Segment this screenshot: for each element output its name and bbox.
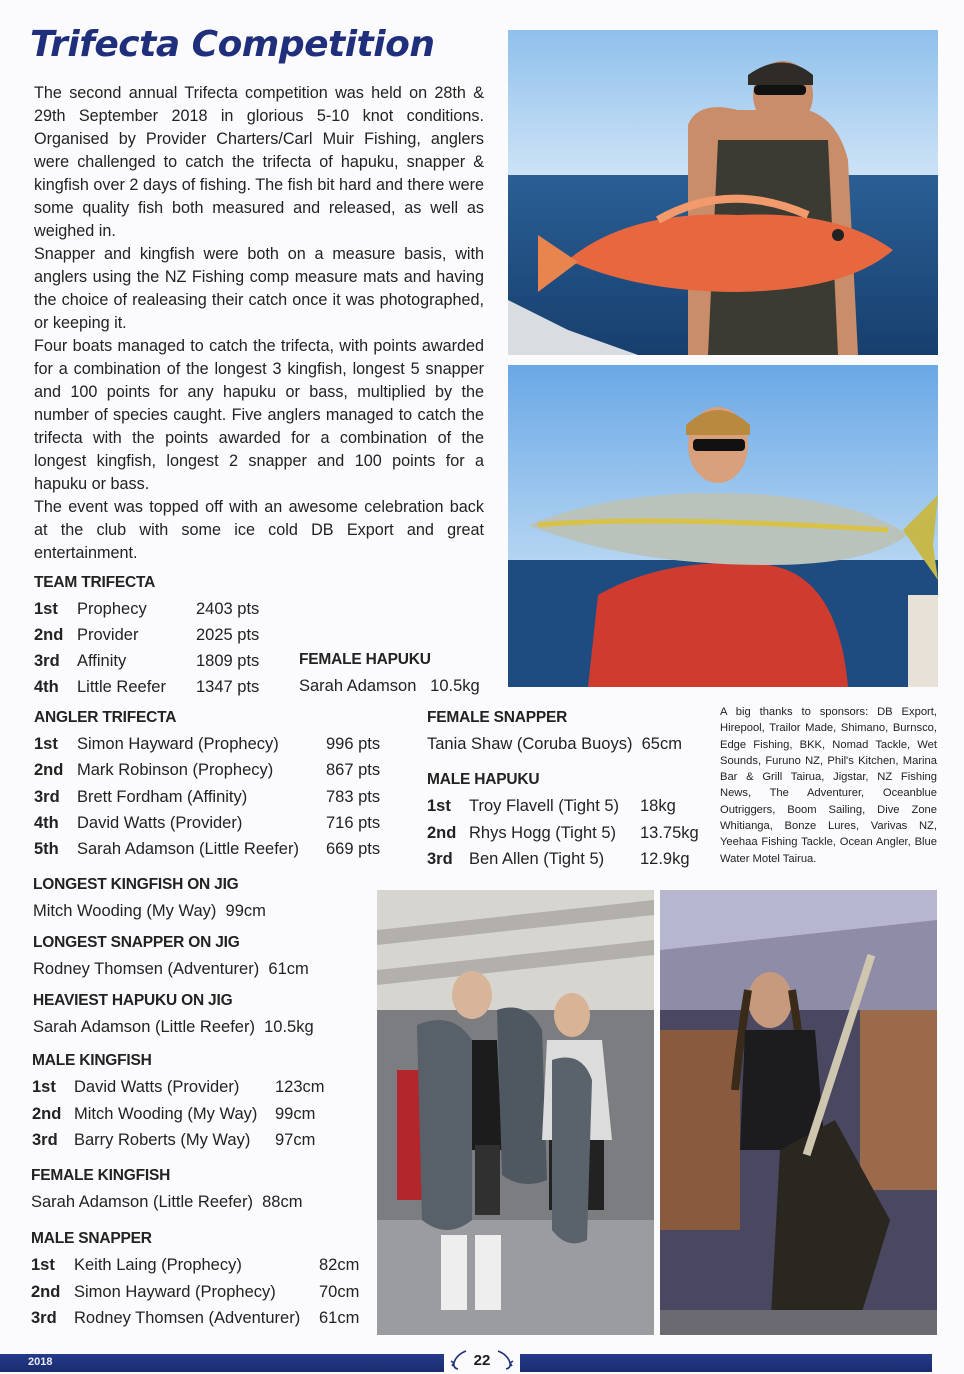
rank: 1st — [32, 1078, 56, 1096]
paragraph: Snapper and kingfish were both on a measure basis, with anglers using the NZ Fishing comp measure mats and having the choice of realeasing their catch once it was photographed, or keeping it. — [34, 245, 484, 332]
length: 97cm — [275, 1131, 316, 1149]
angler-trifecta-heading: ANGLER TRIFECTA — [34, 709, 177, 726]
longest-kingfish-jig-result: Mitch Wooding (My Way) 99cm — [33, 902, 266, 920]
points: 996 pts — [326, 735, 381, 753]
points: 716 pts — [326, 814, 381, 832]
rank: 1st — [31, 1256, 55, 1274]
female-snapper-result: Tania Shaw (Coruba Buoys) 65cm — [427, 735, 682, 753]
male-kingfish-heading: MALE KINGFISH — [32, 1052, 152, 1069]
team-name: Provider — [77, 626, 139, 644]
photo-hapuku — [377, 890, 654, 1335]
angler-name: Mitch Wooding (My Way) — [74, 1105, 258, 1123]
page-title: Trifecta Competition — [30, 24, 435, 65]
rank: 3rd — [32, 1131, 58, 1149]
angler-name: Ben Allen (Tight 5) — [469, 850, 605, 868]
male-snapper-heading: MALE SNAPPER — [31, 1230, 152, 1247]
length: 99cm — [275, 1105, 316, 1123]
female-hapuku-result: Sarah Adamson 10.5kg — [299, 677, 480, 695]
rank: 4th — [34, 678, 59, 696]
rank: 1st — [34, 735, 58, 753]
female-hapuku-heading: FEMALE HAPUKU — [299, 651, 431, 668]
rank: 5th — [34, 840, 59, 858]
heaviest-hapuku-jig-result: Sarah Adamson (Little Reefer) 10.5kg — [33, 1018, 314, 1036]
paragraph: The second annual Trifecta competition was held on 28th & 29th September 2018 in glorious 5-10 knot conditions. Organised by Provider Charters/Carl Muir Fishing, anglers were challenged to catch the trifecta of hapuku, snapper & kingfish over 2 days of fishing. The fish bit hard and there were some quality fish both measured and released, as well as weighed in. — [34, 84, 484, 240]
points: 783 pts — [326, 788, 381, 806]
rank: 3rd — [31, 1309, 57, 1327]
footer-year: 2018 — [28, 1356, 53, 1368]
rank: 4th — [34, 814, 59, 832]
points: 2025 pts — [196, 626, 260, 644]
marlin-left-icon — [450, 1349, 470, 1371]
angler-name: David Watts (Provider) — [74, 1078, 240, 1096]
angler-name: Keith Laing (Prophecy) — [74, 1256, 242, 1274]
rank: 2nd — [31, 1283, 61, 1301]
angler-name: Rodney Thomsen (Adventurer) — [74, 1309, 301, 1327]
angler-name: Troy Flavell (Tight 5) — [469, 797, 620, 815]
team-name: Little Reefer — [77, 678, 166, 696]
page-number: 22 — [473, 1351, 491, 1369]
male-hapuku-heading: MALE HAPUKU — [427, 771, 540, 788]
rank: 2nd — [427, 824, 457, 842]
rank: 2nd — [34, 626, 64, 644]
paragraph: Four boats managed to catch the trifecta, with points awarded for a combination of the longest 3 kingfish, longest 5 snapper and 100 points for any hapuku or bass, multiplied by the number of species caught. Five anglers managed to catch the trifecta with the points awarded for a combination of the longest kingfish, longest 2 snapper and 100 points for a hapuku or bass. — [34, 337, 484, 493]
paragraph: The event was topped off with an awesome celebration back at the club with some ice cold DB Export and great entertainment. — [34, 498, 484, 562]
points: 669 pts — [326, 840, 381, 858]
angler-name: Sarah Adamson (Little Reefer) — [77, 840, 299, 858]
longest-snapper-jig-heading: LONGEST SNAPPER ON JIG — [33, 934, 240, 951]
angler-name: Brett Fordham (Affinity) — [77, 788, 248, 806]
female-kingfish-heading: FEMALE KINGFISH — [31, 1167, 171, 1184]
weight: 18kg — [640, 797, 676, 815]
angler-name: Rhys Hogg (Tight 5) — [469, 824, 617, 842]
angler-name: Barry Roberts (My Way) — [74, 1131, 251, 1149]
angler-name: Simon Hayward (Prophecy) — [77, 735, 279, 753]
female-kingfish-result: Sarah Adamson (Little Reefer) 88cm — [31, 1193, 303, 1211]
angler-name: Simon Hayward (Prophecy) — [74, 1283, 276, 1301]
weight: 12.9kg — [640, 850, 690, 868]
sponsors-note: A big thanks to sponsors: DB Export, Hirepool, Trailor Made, Shimano, Burnsco, Edge Fishing, BKK, Nomad Tackle, Wet Sounds, Furuno NZ, Phil's Kitchen, Marina Bar & Grill Tairua, Jigstar, NZ Fishing News, The Adventurer, Oceanblue Outriggers, Boom Sailing, Dive Zone Whitianga, Bonze Lures, Varivas NZ, Yeehaa Fishing Tackle, Ocean Angler, Blue Water Motel Tairua. — [720, 706, 937, 865]
article-body — [34, 82, 484, 565]
points: 1347 pts — [196, 678, 260, 696]
points: 867 pts — [326, 761, 381, 779]
longest-snapper-jig-result: Rodney Thomsen (Adventurer) 61cm — [33, 960, 309, 978]
team-trifecta-heading: TEAM TRIFECTA — [34, 574, 156, 591]
length: 61cm — [319, 1309, 360, 1327]
heaviest-hapuku-jig-heading: HEAVIEST HAPUKU ON JIG — [33, 992, 233, 1009]
points: 1809 pts — [196, 652, 260, 670]
rank: 1st — [34, 600, 58, 618]
length: 82cm — [319, 1256, 360, 1274]
female-snapper-heading: FEMALE SNAPPER — [427, 709, 568, 726]
angler-name: Mark Robinson (Prophecy) — [77, 761, 274, 779]
photo-snapper — [508, 30, 938, 355]
photo-kingfish — [508, 365, 938, 687]
length: 123cm — [275, 1078, 325, 1096]
rank: 3rd — [34, 652, 60, 670]
angler-name: David Watts (Provider) — [77, 814, 243, 832]
team-name: Prophecy — [77, 600, 147, 618]
team-name: Affinity — [77, 652, 127, 670]
photo-musician — [660, 890, 937, 1335]
page-number-badge — [444, 1346, 520, 1374]
rank: 3rd — [427, 850, 453, 868]
longest-kingfish-jig-heading: LONGEST KINGFISH ON JIG — [33, 876, 239, 893]
weight: 13.75kg — [640, 824, 699, 842]
rank: 1st — [427, 797, 451, 815]
marlin-right-icon — [494, 1349, 514, 1371]
length: 70cm — [319, 1283, 360, 1301]
rank: 2nd — [34, 761, 64, 779]
rank: 2nd — [32, 1105, 62, 1123]
points: 2403 pts — [196, 600, 260, 618]
rank: 3rd — [34, 788, 60, 806]
